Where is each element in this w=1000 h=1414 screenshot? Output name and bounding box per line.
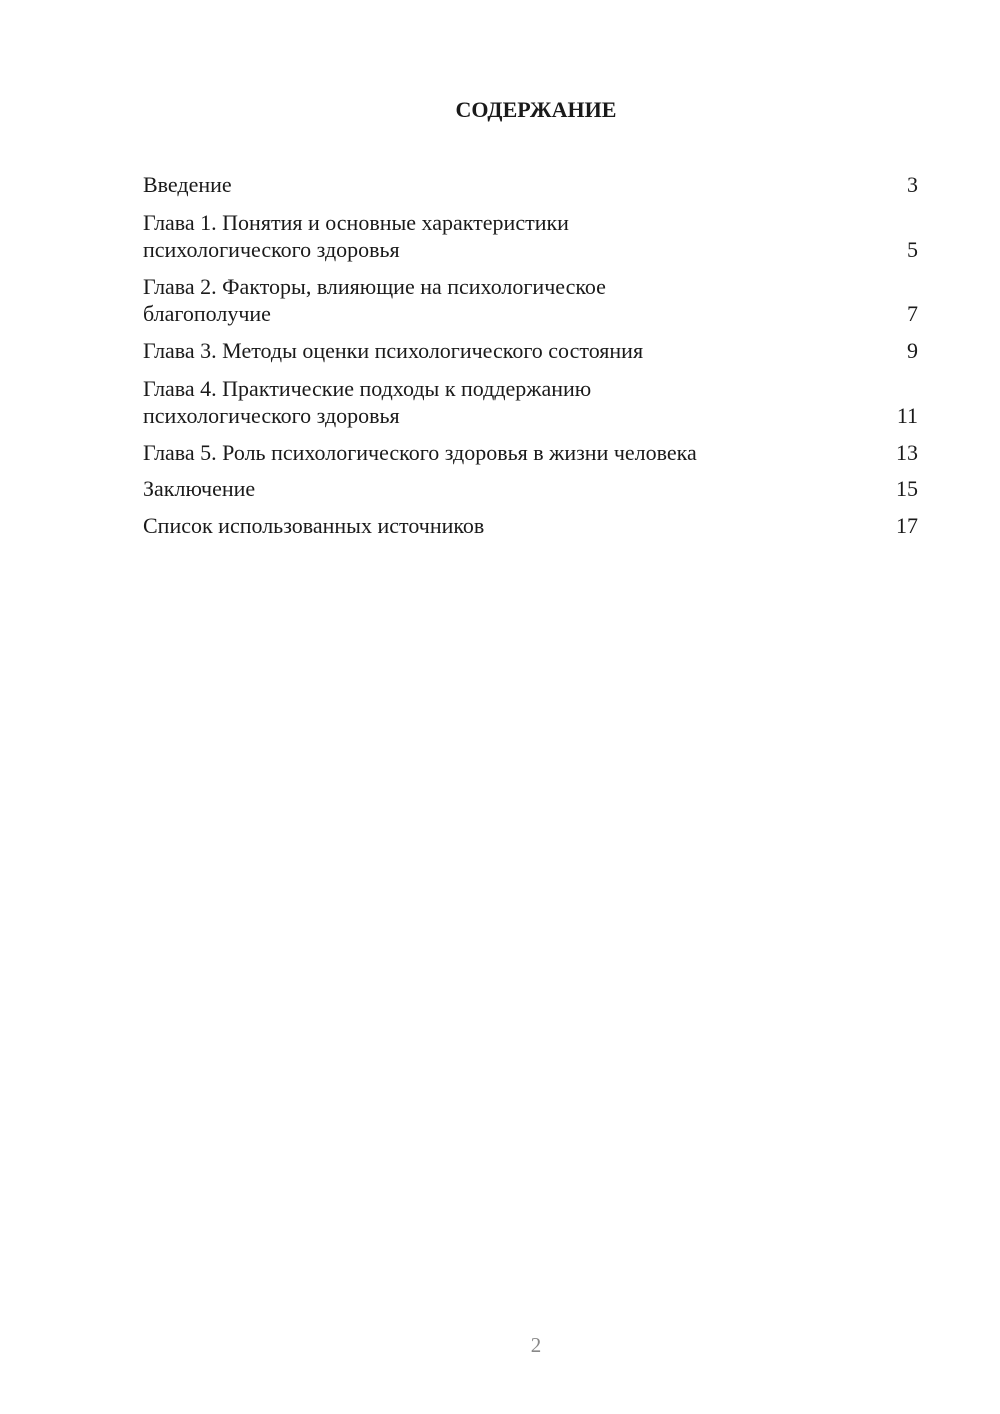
toc-title: СОДЕРЖАНИЕ <box>455 97 617 122</box>
toc-entry <box>143 209 918 263</box>
toc-entry-label: Глава 3. Методы оценки психологического состояния <box>143 338 644 363</box>
toc-entry-page: 15 <box>896 476 918 501</box>
toc-entry-label: Глава 1. Понятия и основные характеристики психологического здоровья <box>143 210 569 262</box>
toc-entry-label: Список использованных источников <box>143 513 485 538</box>
toc-entry-label: Глава 4. Практические подходы к поддержанию психологического здоровья <box>143 376 592 428</box>
toc-entry <box>143 475 918 502</box>
toc-entry <box>143 171 918 198</box>
toc-entry-label: Заключение <box>143 476 256 501</box>
toc-entry-page: 3 <box>907 172 918 197</box>
toc-entry <box>143 512 918 539</box>
toc-entry <box>143 375 918 429</box>
toc-entry-page: 13 <box>896 440 918 465</box>
page-number: 2 <box>530 1333 542 1357</box>
toc-entry <box>143 439 918 466</box>
toc-entry <box>143 337 918 364</box>
toc-entry-label: Глава 5. Роль психологического здоровья в жизни человека <box>143 440 697 465</box>
toc-entry-page: 11 <box>896 403 918 428</box>
toc-entry-page: 7 <box>907 301 918 326</box>
toc-entry-page: 9 <box>907 338 918 363</box>
toc-entry-page: 5 <box>907 237 918 262</box>
toc-entry-page: 17 <box>896 513 918 538</box>
toc-entry-label: Введение <box>143 172 232 197</box>
toc-entry <box>143 273 918 327</box>
toc-entry-label: Глава 2. Факторы, влияющие на психологическое благополучие <box>143 274 606 326</box>
